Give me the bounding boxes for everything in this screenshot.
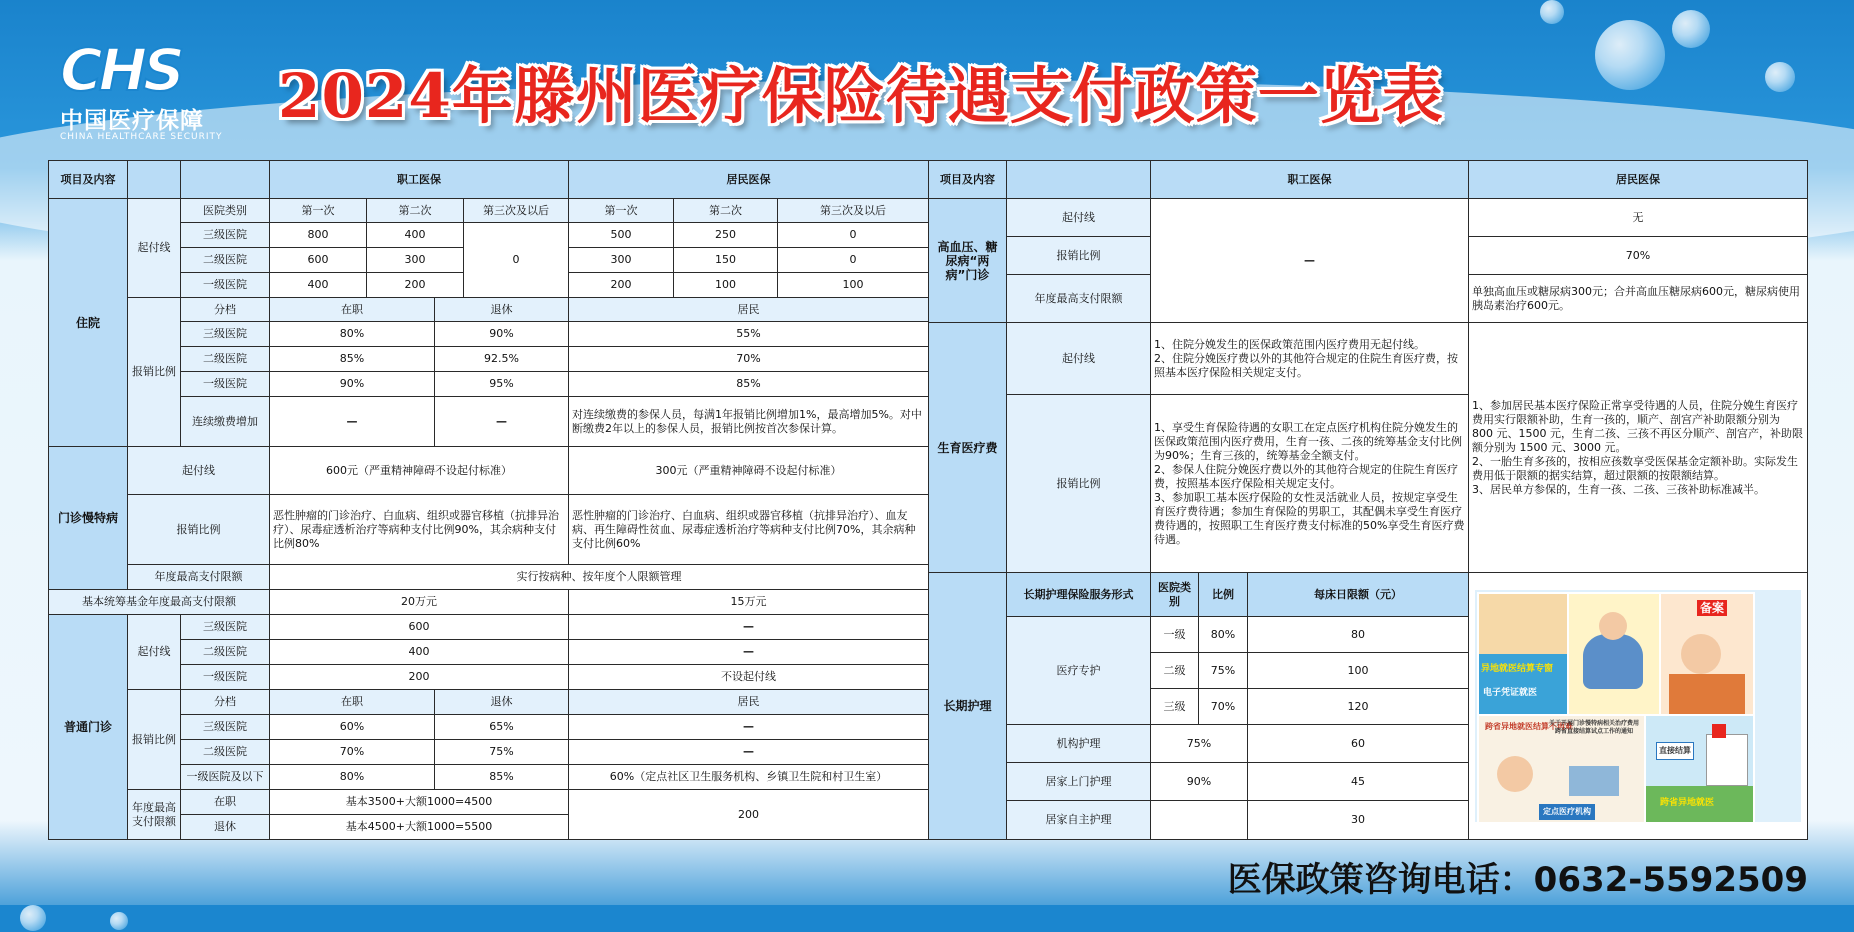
table-cell: 150 <box>674 248 778 273</box>
table-cell: 70% <box>270 740 435 765</box>
table-cell: 500 <box>569 223 674 248</box>
bubble-decoration <box>1765 62 1795 92</box>
ltc-form-head: 长期护理保险服务形式 <box>1007 573 1151 617</box>
table-cell: 100 <box>674 273 778 298</box>
table-cell: — <box>569 615 929 640</box>
inpatient-threshold-label: 起付线 <box>128 199 181 298</box>
table-cell: 85% <box>435 765 569 790</box>
ratio-row-name: 二级医院 <box>181 347 270 372</box>
table-cell: 1、参加居民基本医疗保险正常享受待遇的人员，住院分娩生育医疗费用实行限额补助，生育一孩的，顺产、剖宫产补助限额分别为 800 元、1500 元，生育二孩、三孩不再区分顺产、剖宫产，补助限额分别为 1500 元、3000 元。 2、一胎生育多孩的，按相应孩数享受医保基金定额补助。实际发生费用低于限额的据实结算，超过限额的按限额结算。 3、居民单方参保的，生育一孩、二孩、三孩补助标准减半。 <box>1469 323 1808 573</box>
table-cell: 200 <box>367 273 464 298</box>
table-cell: 75% <box>1151 725 1248 763</box>
two-ratio-label: 报销比例 <box>1007 237 1151 275</box>
table-cell: 20万元 <box>270 590 569 615</box>
second-head: 第二次 <box>367 199 464 223</box>
table-cell: 85% <box>270 347 435 372</box>
table-cell: 70% <box>569 347 929 372</box>
table-cell: 无 <box>1469 199 1808 237</box>
table-cell: 三级 <box>1151 689 1199 725</box>
table-cell: 100 <box>778 273 929 298</box>
head-item: 项目及内容 <box>929 161 1007 199</box>
chronic-label: 门诊慢特病 <box>49 447 128 590</box>
table-cell: 85% <box>569 372 929 397</box>
ltc-self-label: 居家自主护理 <box>1007 801 1151 840</box>
employed-head: 在职 <box>270 690 435 715</box>
res-third-head: 第三次及以后 <box>778 199 929 223</box>
table-cell: 92.5% <box>435 347 569 372</box>
threshold-row-name: 一级医院 <box>181 273 270 298</box>
general-threshold-label: 起付线 <box>128 615 181 690</box>
chs-logo <box>60 36 230 145</box>
general-ratio-row-name: 一级医院及以下 <box>181 765 270 790</box>
ltc-home-label: 居家上门护理 <box>1007 763 1151 801</box>
cartoon-panel <box>1477 714 1646 824</box>
tier-head: 分档 <box>181 690 270 715</box>
bubble-decoration <box>1672 10 1710 48</box>
table-cell: 80% <box>1199 617 1248 653</box>
head-resident: 居民医保 <box>569 161 929 199</box>
threshold-row-name: 三级医院 <box>181 223 270 248</box>
table-cell: 200 <box>569 273 674 298</box>
logo-mark: CHS <box>60 36 181 104</box>
general-row-name: 二级医院 <box>181 640 270 665</box>
ltc-inst-label: 机构护理 <box>1007 725 1151 763</box>
table-cell: 300 <box>569 248 674 273</box>
table-cell: — <box>435 397 569 447</box>
table-cell: 1、享受生育保险待遇的女职工在定点医疗机构住院分娩发生的医保政策范围内医疗费用，生育一孩、二孩的统筹基金支付比例为90%；生育三孩的，统筹基金全额支付。 2、参保人住院分娩医疗费以外的其他符合规定的住院生育医疗费，按照基本医疗保险相关规定支付。 3、参加职工基本医疗保险的女性灵活就业人员，按规定享受生育医疗费待遇；参加生育保险的男职工，其配偶未享受生育医疗费待遇的，按照职工生育医疗费支付标准的50%享受生育医疗费待遇。 <box>1151 395 1469 573</box>
threshold-row-name: 二级医院 <box>181 248 270 273</box>
two-threshold-label: 起付线 <box>1007 199 1151 237</box>
bottom-band <box>0 905 1854 932</box>
hospital-type-head: 医院类别 <box>181 199 270 223</box>
table-cell: 不设起付线 <box>569 665 929 690</box>
general-label: 普通门诊 <box>49 615 128 840</box>
ratio-row-name: 三级医院 <box>181 322 270 347</box>
table-cell: 400 <box>270 640 569 665</box>
table-cell: 60 <box>1248 725 1469 763</box>
cartoon-text: 跨省异地就医结算不再难 <box>1485 722 1573 731</box>
table-cell: 300元（严重精神障碍不设起付标准） <box>569 447 929 495</box>
cartoon-illustration <box>1475 590 1801 822</box>
table-cell: 70% <box>1469 237 1808 275</box>
table-cell: 120 <box>1248 689 1469 725</box>
table-cell: 30 <box>1248 801 1469 840</box>
table-cell: 75% <box>1199 653 1248 689</box>
table-cell: — <box>569 740 929 765</box>
employed-head: 在职 <box>270 298 435 322</box>
table-cell: 100 <box>1248 653 1469 689</box>
head-staff: 职工医保 <box>1151 161 1469 199</box>
tier-head: 分档 <box>181 298 270 322</box>
table-cell: 80 <box>1248 617 1469 653</box>
cartoon-text: 跨省异地就医 <box>1660 798 1715 808</box>
table-cell: 250 <box>674 223 778 248</box>
res-second-head: 第二次 <box>674 199 778 223</box>
table-cell: 300 <box>367 248 464 273</box>
table-cell: 600元（严重精神障碍不设起付标准） <box>270 447 569 495</box>
cartoon-text: 直接结算 <box>1656 742 1694 760</box>
table-cell: 单独高血压或糖尿病300元；合并高血压糖尿病600元，糖尿病使用胰岛素治疗600元。 <box>1469 275 1808 323</box>
cartoon-text: 备案 <box>1697 600 1727 616</box>
cartoon-panel <box>1659 592 1755 716</box>
maternity-label: 生育医疗费 <box>929 323 1007 573</box>
table-cell: 200 <box>270 665 569 690</box>
page-title: 2024年滕州医疗保险待遇支付政策一览表 <box>278 61 1444 132</box>
table-cell: 800 <box>270 223 367 248</box>
general-row-name: 一级医院 <box>181 665 270 690</box>
table-cell: 200 <box>569 790 929 840</box>
resident-head: 居民 <box>569 690 929 715</box>
table-cell: — <box>270 397 435 447</box>
retired-head: 退休 <box>435 298 569 322</box>
cartoon-text: 定点医疗机构 <box>1539 804 1595 820</box>
table-cell: 一级 <box>1151 617 1199 653</box>
fund-label: 基本统筹基金年度最高支付限额 <box>49 590 270 615</box>
chronic-ratio-label: 报销比例 <box>128 495 270 565</box>
continuous-text: 对连续缴费的参保人员，每满1年报销比例增加1%，最高增加5%。对中断缴费2年以上的参保人员，报销比例按首次参保计算。 <box>569 397 929 447</box>
cartoon-panel <box>1477 592 1569 716</box>
table-cell: — <box>569 715 929 740</box>
cartoon-text: 异地就医结算专窗 <box>1481 664 1554 674</box>
two-disease-label: 高血压、糖尿病“两病”门诊 <box>929 199 1007 323</box>
general-ratio-label: 报销比例 <box>128 690 181 790</box>
resident-head: 居民 <box>569 298 929 322</box>
bubble-decoration <box>110 912 128 930</box>
ltc-ratio-head: 比例 <box>1199 573 1248 617</box>
ltc-daily-head: 每床日限额（元） <box>1248 573 1469 617</box>
table-cell: 15万元 <box>569 590 929 615</box>
ltc-label: 长期护理 <box>929 573 1007 840</box>
table-cell: 恶性肿瘤的门诊治疗、白血病、组织或器官移植（抗排异治疗）、血友病、再生障碍性贫血、尿毒症透析治疗等病种支付比例70%，其余病种支付比例60% <box>569 495 929 565</box>
cartoon-panel <box>1567 592 1661 716</box>
ltc-level-head: 医院类别 <box>1151 573 1199 617</box>
logo-en-text: CHINA HEALTHCARE SECURITY <box>60 132 223 142</box>
table-cell: 90% <box>1151 763 1248 801</box>
table-cell: 90% <box>435 322 569 347</box>
left-policy-table <box>48 160 929 840</box>
table-cell: 基本3500+大额1000=4500 <box>270 790 569 815</box>
table-cell: 60% <box>270 715 435 740</box>
two-annual-label: 年度最高支付限额 <box>1007 275 1151 323</box>
cartoon-text: 电子凭证就医 <box>1483 688 1538 698</box>
table-cell: 600 <box>270 248 367 273</box>
cartoon-text: 关于开展门诊慢特病相关治疗费用跨省直接结算试点工作的通知 <box>1549 720 1640 735</box>
table-cell: 0 <box>778 223 929 248</box>
general-row-name: 三级医院 <box>181 615 270 640</box>
table-cell: 二级 <box>1151 653 1199 689</box>
table-cell: — <box>569 640 929 665</box>
bubble-decoration <box>1540 0 1564 24</box>
table-cell: 1、住院分娩发生的医保政策范围内医疗费用无起付线。 2、住院分娩医疗费以外的其他符合规定的住院生育医疗费，按照基本医疗保险相关规定支付。 <box>1151 323 1469 395</box>
table-cell: 80% <box>270 322 435 347</box>
general-ratio-row-name: 三级医院 <box>181 715 270 740</box>
table-cell: 0 <box>464 223 569 298</box>
cartoon-panel <box>1644 714 1755 824</box>
logo-cn-text: 中国医疗保障 <box>60 108 204 134</box>
inpatient-ratio-label: 报销比例 <box>128 298 181 447</box>
table-cell: 基本4500+大额1000=5500 <box>270 815 569 840</box>
head-resident: 居民医保 <box>1469 161 1808 199</box>
retired-head: 退休 <box>435 690 569 715</box>
inpatient-label: 住院 <box>49 199 128 447</box>
third-head: 第三次及以后 <box>464 199 569 223</box>
table-cell: 0 <box>778 248 929 273</box>
chronic-annual-label: 年度最高支付限额 <box>128 565 270 590</box>
general-ratio-row-name: 二级医院 <box>181 740 270 765</box>
bubble-decoration <box>1595 20 1665 90</box>
table-cell: 80% <box>270 765 435 790</box>
ratio-row-name: 一级医院 <box>181 372 270 397</box>
table-cell: 70% <box>1199 689 1248 725</box>
table-cell: — <box>1151 199 1469 323</box>
chronic-threshold-label: 起付线 <box>128 447 270 495</box>
head-item: 项目及内容 <box>49 161 128 199</box>
table-cell: 400 <box>270 273 367 298</box>
maternity-threshold-label: 起付线 <box>1007 323 1151 395</box>
annual-retired-label: 退休 <box>181 815 270 840</box>
head-staff: 职工医保 <box>270 161 569 199</box>
maternity-ratio-label: 报销比例 <box>1007 395 1151 573</box>
table-cell: 75% <box>435 740 569 765</box>
annual-employed-label: 在职 <box>181 790 270 815</box>
general-annual-label: 年度最高支付限额 <box>128 790 181 840</box>
table-cell: 95% <box>435 372 569 397</box>
first-head: 第一次 <box>270 199 367 223</box>
table-cell: 恶性肿瘤的门诊治疗、白血病、组织或器官移植（抗排异治疗）、尿毒症透析治疗等病种支付比例90%，其余病种支付比例80% <box>270 495 569 565</box>
table-cell: 600 <box>270 615 569 640</box>
hotline-text: 医保政策咨询电话：0632-5592509 <box>1227 860 1808 900</box>
bubble-decoration <box>20 905 46 931</box>
cartoon-cell <box>1469 573 1808 840</box>
table-cell: 400 <box>367 223 464 248</box>
table-cell: 60%（定点社区卫生服务机构、乡镇卫生院和村卫生室） <box>569 765 929 790</box>
table-cell: 90% <box>270 372 435 397</box>
res-first-head: 第一次 <box>569 199 674 223</box>
table-cell: 45 <box>1248 763 1469 801</box>
right-policy-table <box>928 160 1808 840</box>
continuous-label: 连续缴费增加 <box>181 397 270 447</box>
table-cell: 实行按病种、按年度个人限额管理 <box>270 565 929 590</box>
ltc-medical-label: 医疗专护 <box>1007 617 1151 725</box>
table-cell: 55% <box>569 322 929 347</box>
table-cell: 65% <box>435 715 569 740</box>
